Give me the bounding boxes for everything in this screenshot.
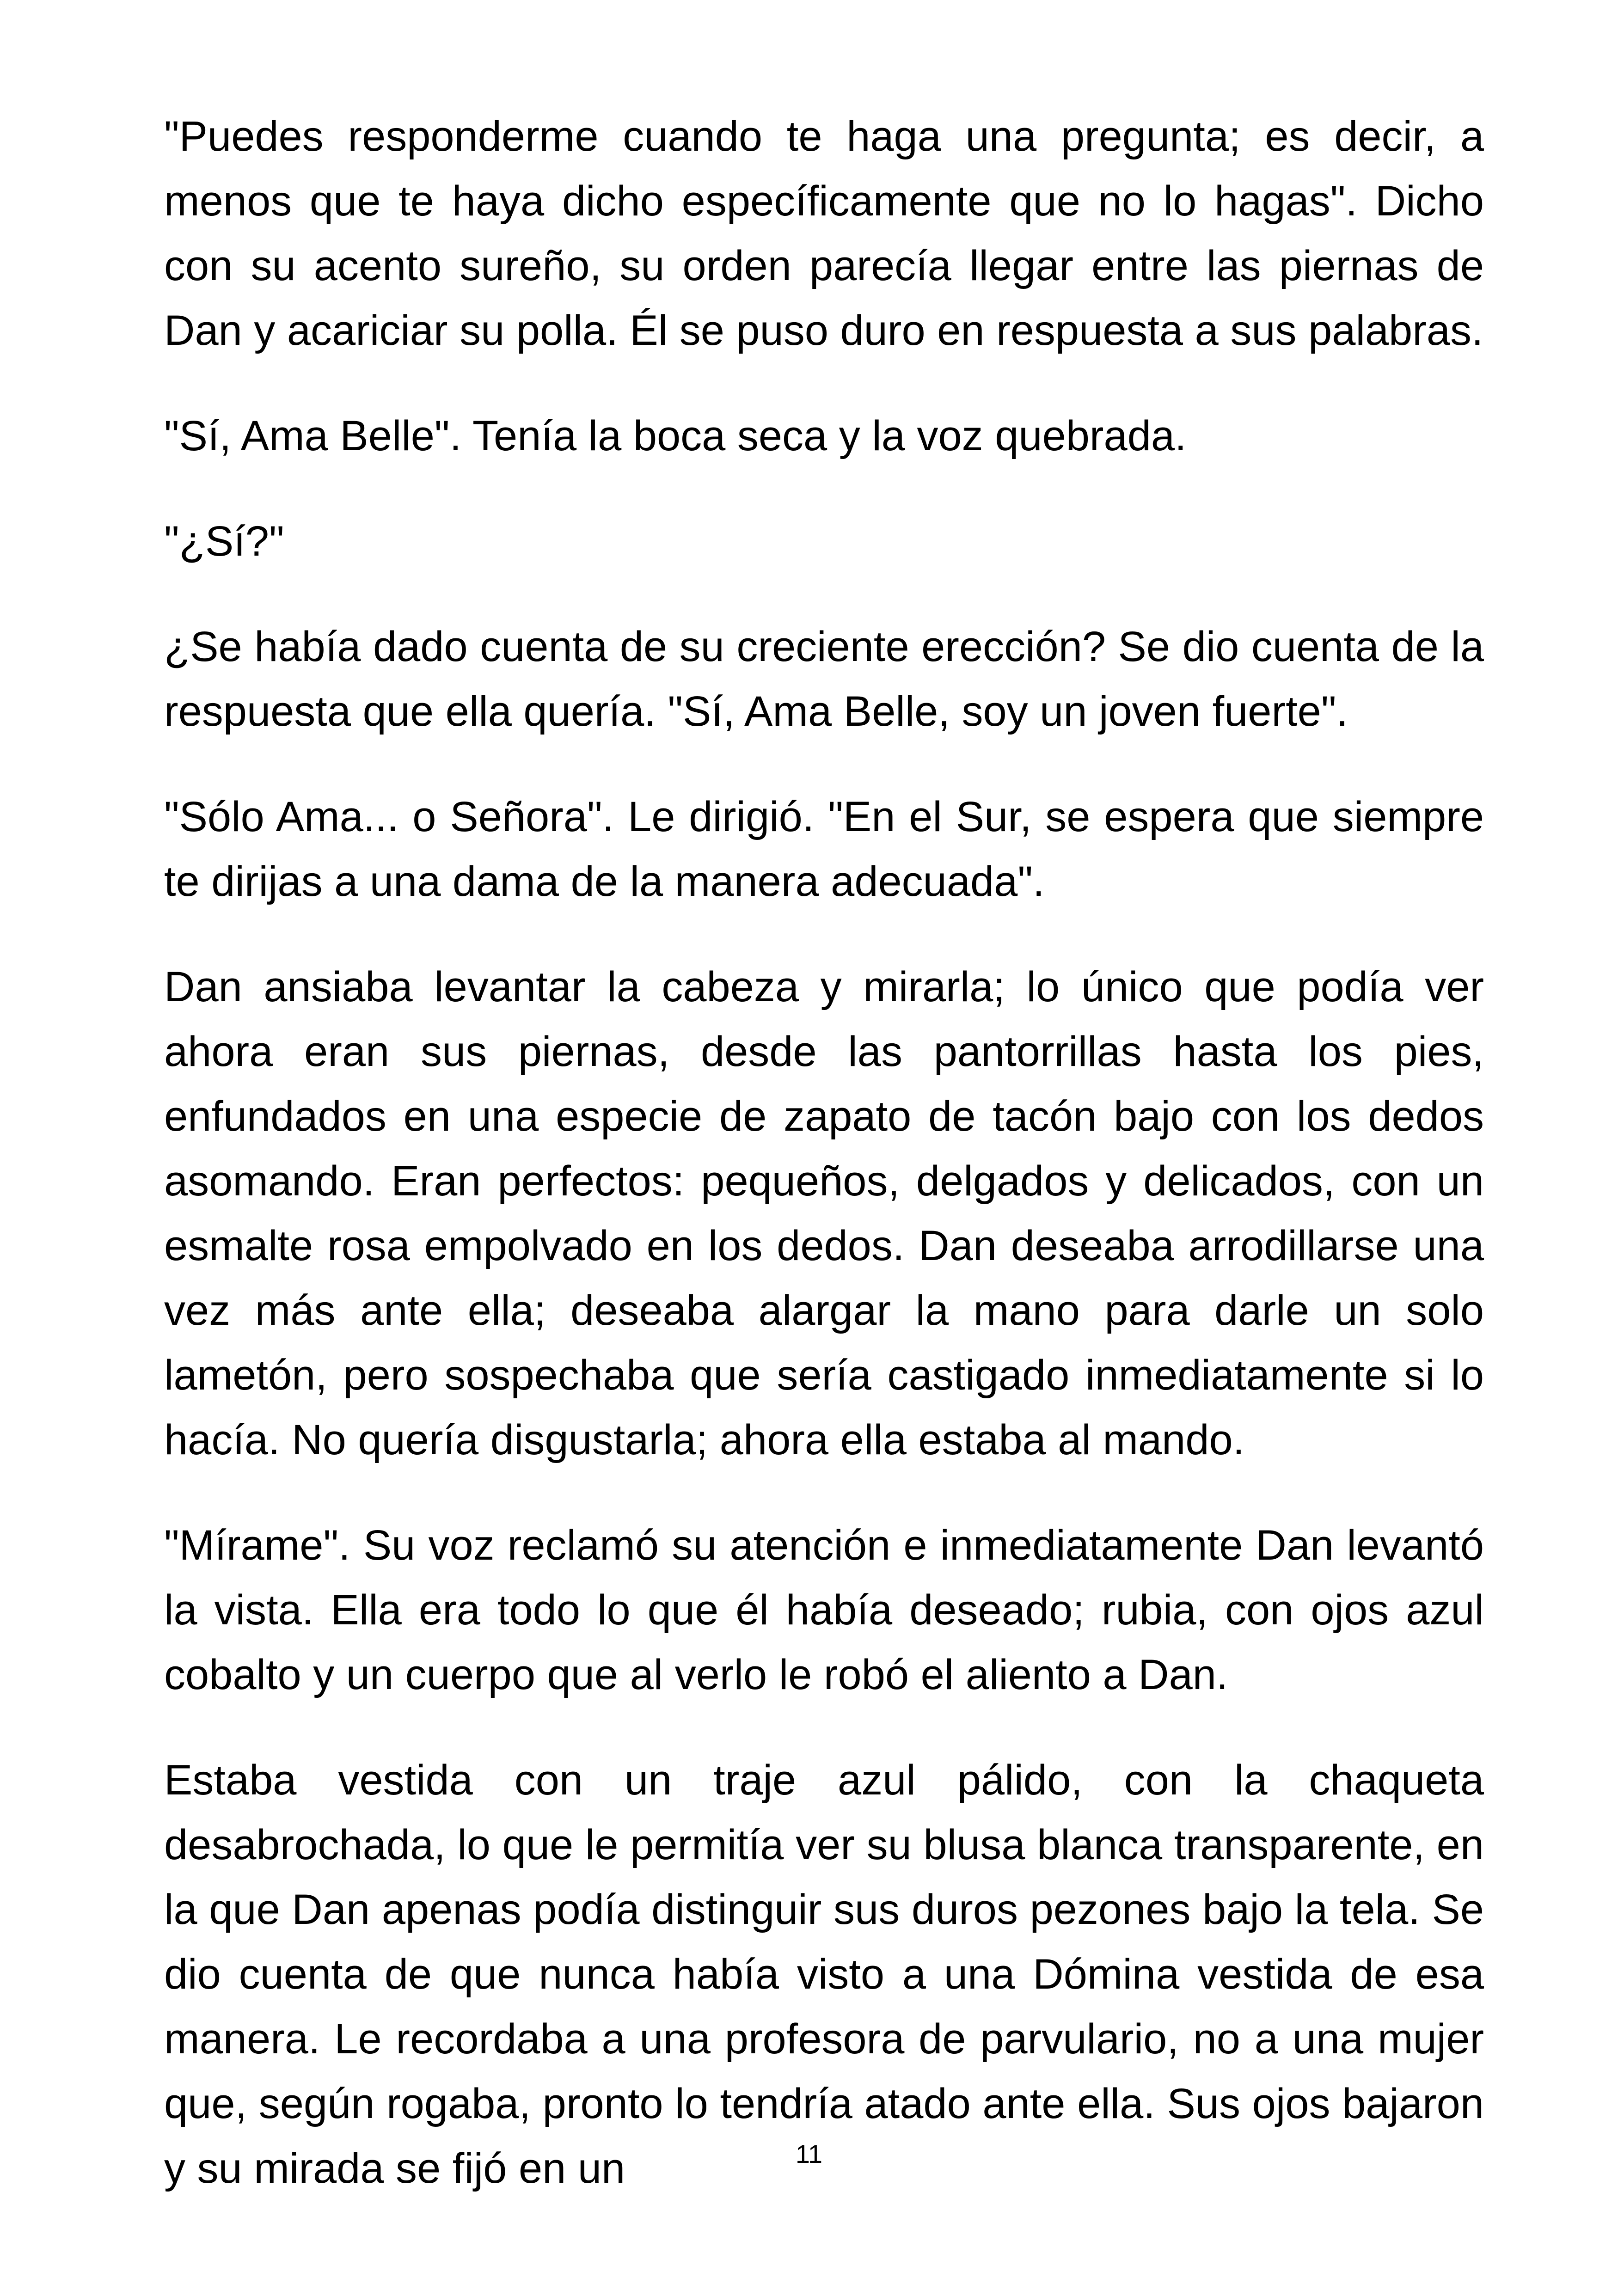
page-number: 11 <box>795 2139 823 2168</box>
paragraph: "Sí, Ama Belle". Tenía la boca seca y la voz quebrada. <box>164 412 1187 459</box>
paragraph: "Puedes responderme cuando te haga una pregunta; es decir, a menos que te haya dicho específicamente que no lo hagas". Dicho con su acento sureño, su orden parecía llegar entre las piernas de Dan y acariciar su polla. Él se puso duro en respuesta a sus palabras. <box>164 113 1484 354</box>
paragraph: "¿Sí?" <box>164 518 284 565</box>
body-text <box>164 104 1484 2241</box>
paragraph: ¿Se había dado cuenta de su creciente erección? Se dio cuenta de la respuesta que ella quería. "Sí, Ama Belle, soy un joven fuerte". <box>164 623 1484 735</box>
paragraph: Dan ansiaba levantar la cabeza y mirarla; lo único que podía ver ahora eran sus piernas, desde las pantorrillas hasta los pies, enfundados en una especie de zapato de tacón bajo con los dedos asomando. Eran perfectos: pequeños, delgados y delicados, con un esmalte rosa empolvado en los dedos. Dan deseaba arrodillarse una vez más ante ella; deseaba alargar la mano para darle un solo lametón, pero sospechaba que sería castigado inmediatamente si lo hacía. No quería disgustarla; ahora ella estaba al mando. <box>164 963 1484 1463</box>
paragraph: "Sólo Ama... o Señora". Le dirigió. "En el Sur, se espera que siempre te dirijas a una dama de la manera adecuada". <box>164 793 1484 905</box>
paragraph: Estaba vestida con un traje azul pálido, con la chaqueta desabrochada, lo que le permitía ver su blusa blanca transparente, en la que Dan apenas podía distinguir sus duros pezones bajo la tela. Se dio cuenta de que nunca había visto a una Dómina vestida de esa manera. Le recordaba a una profesora de parvulario, no a una mujer que, según rogaba, pronto lo tendría atado ante ella. Sus ojos bajaron y su mirada se fijó en un <box>164 1757 1484 2192</box>
paragraph: "Mírame". Su voz reclamó su atención e inmediatamente Dan levantó la vista. Ella era todo lo que él había deseado; rubia, con ojos azul cobalto y un cuerpo que al verlo le robó el aliento a Dan. <box>164 1522 1484 1698</box>
